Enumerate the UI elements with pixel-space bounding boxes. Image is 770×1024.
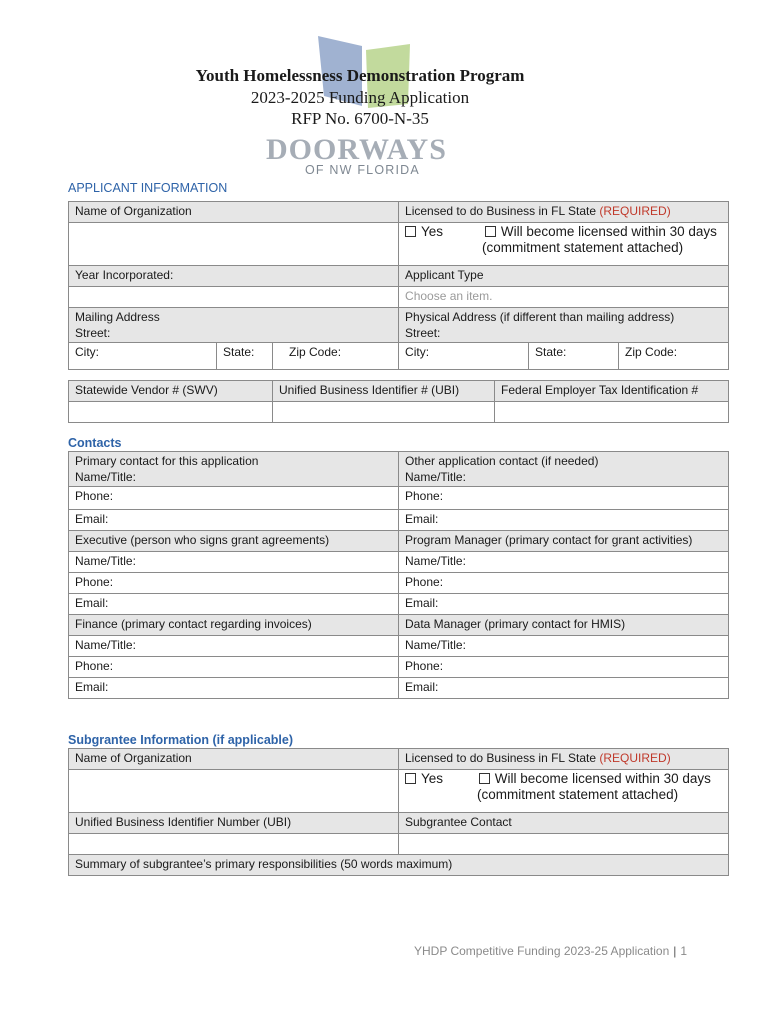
- mailing-address[interactable]: Mailing Address Street:: [69, 308, 399, 343]
- mailing-state[interactable]: State:: [217, 343, 273, 370]
- contacts-section-title: Contacts: [68, 436, 122, 450]
- logo-wordmark: DOORWAYS: [266, 133, 447, 166]
- pm-name[interactable]: Name/Title:: [399, 552, 729, 573]
- checkbox-icon: [405, 773, 416, 784]
- application-title: 2023-2025 Funding Application: [250, 88, 470, 107]
- other-email[interactable]: Email:: [399, 510, 729, 531]
- sub-org-name-input[interactable]: [69, 770, 399, 813]
- dm-name[interactable]: Name/Title:: [399, 636, 729, 657]
- executive-email[interactable]: Email:: [69, 594, 399, 615]
- sub-licensed-options: [399, 770, 729, 813]
- sub-org-name-label: Name of Organization: [69, 749, 399, 770]
- finance-phone[interactable]: Phone:: [69, 657, 399, 678]
- org-name-input[interactable]: [69, 223, 399, 266]
- sub-contact-input[interactable]: [399, 834, 729, 855]
- dm-email[interactable]: Email:: [399, 678, 729, 699]
- fein-label: Federal Employer Tax Identification #: [495, 381, 729, 402]
- finance-email[interactable]: Email:: [69, 678, 399, 699]
- primary-contact[interactable]: Primary contact for this application Name/Title:: [69, 452, 399, 487]
- checkbox-icon: [485, 226, 496, 237]
- sub-contact-label: Subgrantee Contact: [399, 813, 729, 834]
- ubi-input[interactable]: [273, 402, 495, 423]
- checkbox-icon: [405, 226, 416, 237]
- primary-email[interactable]: Email:: [69, 510, 399, 531]
- swv-input[interactable]: [69, 402, 273, 423]
- mailing-city[interactable]: City:: [69, 343, 217, 370]
- sub-will-become-checkbox[interactable]: Will become licensed within 30 days: [479, 771, 711, 786]
- sub-commitment-note: (commitment statement attached): [477, 787, 679, 802]
- page-footer: YHDP Competitive Funding 2023-25 Application | 1: [414, 944, 688, 958]
- executive-phone[interactable]: Phone:: [69, 573, 399, 594]
- logo-subtext: OF NW FLORIDA: [305, 163, 420, 177]
- executive-label: Executive (person who signs grant agreements): [69, 531, 399, 552]
- applicant-section-title: APPLICANT INFORMATION: [68, 181, 228, 195]
- checkbox-icon: [479, 773, 490, 784]
- finance-label: Finance (primary contact regarding invoices): [69, 615, 399, 636]
- applicant-table: [68, 201, 729, 370]
- program-title: Youth Homelessness Demonstration Program: [195, 66, 525, 85]
- licensed-header: Licensed to do Business in FL State (REQUIRED): [399, 202, 729, 223]
- fein-input[interactable]: [495, 402, 729, 423]
- mailing-zip[interactable]: Zip Code:: [273, 343, 399, 370]
- sub-ubi-label: Unified Business Identifier Number (UBI): [69, 813, 399, 834]
- sub-ubi-input[interactable]: [69, 834, 399, 855]
- pm-email[interactable]: Email:: [399, 594, 729, 615]
- org-name-label: Name of Organization: [69, 202, 399, 223]
- licensed-options: [399, 223, 729, 266]
- program-manager-label: Program Manager (primary contact for grant activities): [399, 531, 729, 552]
- identifier-table: [68, 380, 729, 423]
- sub-licensed-header: Licensed to do Business in FL State (REQUIRED): [399, 749, 729, 770]
- pm-phone[interactable]: Phone:: [399, 573, 729, 594]
- physical-zip[interactable]: Zip Code:: [619, 343, 729, 370]
- sub-yes-checkbox[interactable]: Yes: [405, 771, 443, 786]
- sub-summary-label: Summary of subgrantee’s primary responsibilities (50 words maximum): [69, 855, 729, 876]
- yes-checkbox[interactable]: Yes: [405, 224, 443, 239]
- physical-state[interactable]: State:: [529, 343, 619, 370]
- dm-phone[interactable]: Phone:: [399, 657, 729, 678]
- required-tag: (REQUIRED): [599, 751, 671, 765]
- applicant-type-label: Applicant Type: [399, 266, 729, 287]
- contacts-table: [68, 451, 729, 699]
- required-tag: (REQUIRED): [599, 204, 671, 218]
- year-label: Year Incorporated:: [69, 266, 399, 287]
- executive-name[interactable]: Name/Title:: [69, 552, 399, 573]
- subgrantee-section-title: Subgrantee Information (if applicable): [68, 733, 294, 747]
- data-manager-label: Data Manager (primary contact for HMIS): [399, 615, 729, 636]
- page-number: 1: [680, 944, 688, 958]
- will-become-checkbox[interactable]: Will become licensed within 30 days: [485, 224, 717, 239]
- other-phone[interactable]: Phone:: [399, 487, 729, 510]
- subgrantee-table: [68, 748, 729, 876]
- other-contact[interactable]: Other application contact (if needed) Name/Title:: [399, 452, 729, 487]
- swv-label: Statewide Vendor # (SWV): [69, 381, 273, 402]
- physical-address[interactable]: Physical Address (if different than mailing address) Street:: [399, 308, 729, 343]
- footer-text: YHDP Competitive Funding 2023-25 Application: [414, 944, 670, 958]
- ubi-label: Unified Business Identifier # (UBI): [273, 381, 495, 402]
- commitment-note: (commitment statement attached): [482, 240, 684, 255]
- rfp-number: RFP No. 6700-N-35: [291, 109, 429, 128]
- year-input[interactable]: [69, 287, 399, 308]
- applicant-type-select[interactable]: Choose an item.: [399, 287, 729, 308]
- finance-name[interactable]: Name/Title:: [69, 636, 399, 657]
- primary-phone[interactable]: Phone:: [69, 487, 399, 510]
- physical-city[interactable]: City:: [399, 343, 529, 370]
